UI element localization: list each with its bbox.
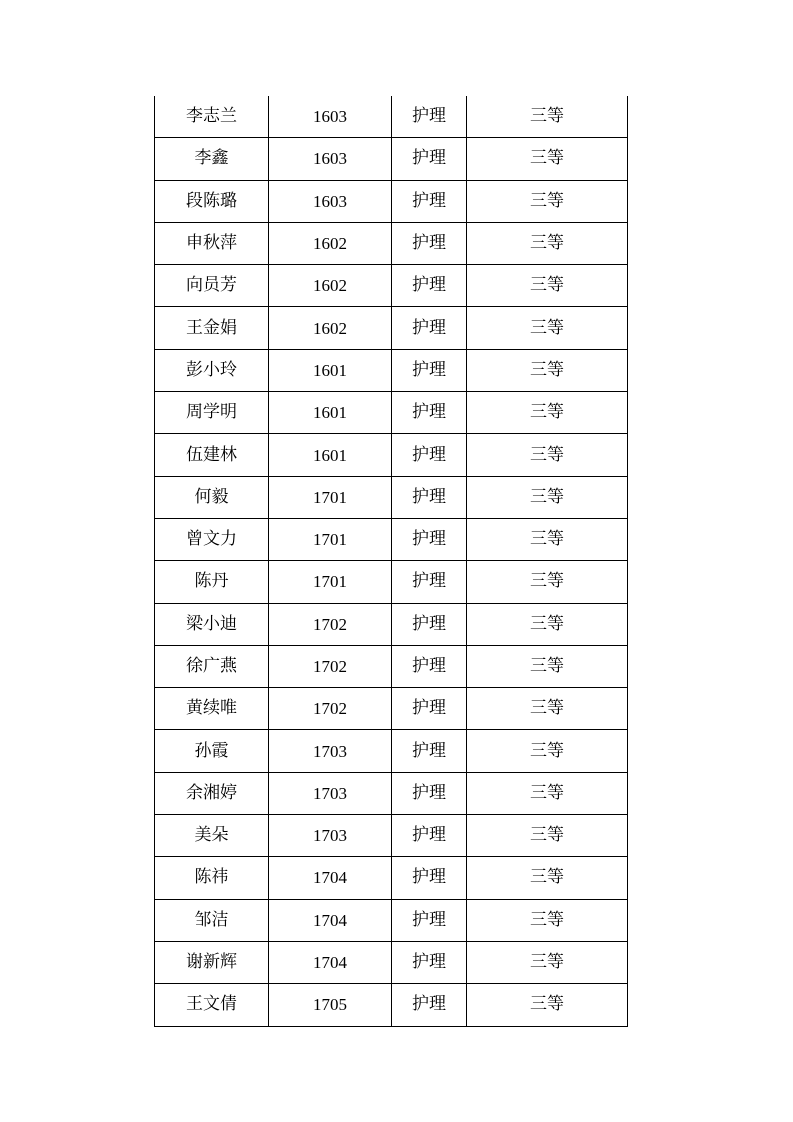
class-number-cell: 1701 bbox=[269, 518, 392, 560]
award-level-cell: 三等 bbox=[467, 899, 628, 941]
major-cell: 护理 bbox=[392, 730, 467, 772]
table-row bbox=[155, 138, 628, 180]
major-cell: 护理 bbox=[392, 222, 467, 264]
student-name-cell: 陈丹 bbox=[155, 561, 269, 603]
class-number-cell: 1703 bbox=[269, 772, 392, 814]
table-row bbox=[155, 941, 628, 983]
student-name-cell: 孙霞 bbox=[155, 730, 269, 772]
major-cell: 护理 bbox=[392, 688, 467, 730]
table-row bbox=[155, 476, 628, 518]
class-number-cell: 1603 bbox=[269, 180, 392, 222]
student-name-cell: 周学明 bbox=[155, 392, 269, 434]
class-number-cell: 1601 bbox=[269, 434, 392, 476]
table-row bbox=[155, 772, 628, 814]
table-row bbox=[155, 180, 628, 222]
award-level-cell: 三等 bbox=[467, 815, 628, 857]
table-row bbox=[155, 815, 628, 857]
class-number-cell: 1705 bbox=[269, 984, 392, 1026]
award-level-cell: 三等 bbox=[467, 561, 628, 603]
class-number-cell: 1703 bbox=[269, 730, 392, 772]
table-row bbox=[155, 730, 628, 772]
student-name-cell: 谢新辉 bbox=[155, 941, 269, 983]
student-name-cell: 曾文力 bbox=[155, 518, 269, 560]
table-row bbox=[155, 645, 628, 687]
class-number-cell: 1603 bbox=[269, 138, 392, 180]
class-number-cell: 1702 bbox=[269, 603, 392, 645]
table-row bbox=[155, 265, 628, 307]
award-table bbox=[154, 96, 628, 1027]
class-number-cell: 1701 bbox=[269, 476, 392, 518]
major-cell: 护理 bbox=[392, 265, 467, 307]
class-number-cell: 1704 bbox=[269, 857, 392, 899]
student-name-cell: 向员芳 bbox=[155, 265, 269, 307]
major-cell: 护理 bbox=[392, 857, 467, 899]
major-cell: 护理 bbox=[392, 96, 467, 138]
table-row bbox=[155, 899, 628, 941]
student-name-cell: 余湘婷 bbox=[155, 772, 269, 814]
student-name-cell: 陈祎 bbox=[155, 857, 269, 899]
student-name-cell: 王文倩 bbox=[155, 984, 269, 1026]
award-level-cell: 三等 bbox=[467, 518, 628, 560]
table-row bbox=[155, 518, 628, 560]
award-level-cell: 三等 bbox=[467, 688, 628, 730]
class-number-cell: 1703 bbox=[269, 815, 392, 857]
table-row bbox=[155, 688, 628, 730]
award-level-cell: 三等 bbox=[467, 180, 628, 222]
class-number-cell: 1704 bbox=[269, 899, 392, 941]
class-number-cell: 1601 bbox=[269, 392, 392, 434]
major-cell: 护理 bbox=[392, 941, 467, 983]
award-level-cell: 三等 bbox=[467, 307, 628, 349]
student-name-cell: 黄续唯 bbox=[155, 688, 269, 730]
table-row bbox=[155, 96, 628, 138]
class-number-cell: 1701 bbox=[269, 561, 392, 603]
table-row bbox=[155, 392, 628, 434]
student-name-cell: 伍建林 bbox=[155, 434, 269, 476]
student-name-cell: 徐广燕 bbox=[155, 645, 269, 687]
major-cell: 护理 bbox=[392, 518, 467, 560]
major-cell: 护理 bbox=[392, 392, 467, 434]
major-cell: 护理 bbox=[392, 603, 467, 645]
award-level-cell: 三等 bbox=[467, 941, 628, 983]
award-level-cell: 三等 bbox=[467, 857, 628, 899]
major-cell: 护理 bbox=[392, 307, 467, 349]
student-name-cell: 邹洁 bbox=[155, 899, 269, 941]
table-row bbox=[155, 984, 628, 1026]
table-row bbox=[155, 434, 628, 476]
table-row bbox=[155, 222, 628, 264]
award-level-cell: 三等 bbox=[467, 984, 628, 1026]
table-row bbox=[155, 603, 628, 645]
class-number-cell: 1602 bbox=[269, 222, 392, 264]
class-number-cell: 1602 bbox=[269, 307, 392, 349]
major-cell: 护理 bbox=[392, 815, 467, 857]
major-cell: 护理 bbox=[392, 984, 467, 1026]
major-cell: 护理 bbox=[392, 180, 467, 222]
table-row bbox=[155, 561, 628, 603]
student-name-cell: 何毅 bbox=[155, 476, 269, 518]
award-level-cell: 三等 bbox=[467, 392, 628, 434]
award-table-body bbox=[155, 96, 628, 1026]
student-name-cell: 李鑫 bbox=[155, 138, 269, 180]
student-name-cell: 李志兰 bbox=[155, 96, 269, 138]
major-cell: 护理 bbox=[392, 138, 467, 180]
award-list-page bbox=[154, 96, 627, 1027]
student-name-cell: 王金娟 bbox=[155, 307, 269, 349]
award-level-cell: 三等 bbox=[467, 96, 628, 138]
student-name-cell: 段陈璐 bbox=[155, 180, 269, 222]
class-number-cell: 1702 bbox=[269, 645, 392, 687]
class-number-cell: 1601 bbox=[269, 349, 392, 391]
table-row bbox=[155, 349, 628, 391]
student-name-cell: 申秋萍 bbox=[155, 222, 269, 264]
major-cell: 护理 bbox=[392, 476, 467, 518]
major-cell: 护理 bbox=[392, 349, 467, 391]
award-level-cell: 三等 bbox=[467, 476, 628, 518]
major-cell: 护理 bbox=[392, 434, 467, 476]
award-level-cell: 三等 bbox=[467, 645, 628, 687]
award-level-cell: 三等 bbox=[467, 772, 628, 814]
major-cell: 护理 bbox=[392, 645, 467, 687]
table-row bbox=[155, 857, 628, 899]
class-number-cell: 1603 bbox=[269, 96, 392, 138]
award-level-cell: 三等 bbox=[467, 603, 628, 645]
award-level-cell: 三等 bbox=[467, 730, 628, 772]
table-row bbox=[155, 307, 628, 349]
major-cell: 护理 bbox=[392, 561, 467, 603]
student-name-cell: 彭小玲 bbox=[155, 349, 269, 391]
award-level-cell: 三等 bbox=[467, 222, 628, 264]
major-cell: 护理 bbox=[392, 772, 467, 814]
student-name-cell: 梁小迪 bbox=[155, 603, 269, 645]
major-cell: 护理 bbox=[392, 899, 467, 941]
award-level-cell: 三等 bbox=[467, 265, 628, 307]
award-level-cell: 三等 bbox=[467, 138, 628, 180]
class-number-cell: 1602 bbox=[269, 265, 392, 307]
award-level-cell: 三等 bbox=[467, 434, 628, 476]
award-level-cell: 三等 bbox=[467, 349, 628, 391]
class-number-cell: 1702 bbox=[269, 688, 392, 730]
class-number-cell: 1704 bbox=[269, 941, 392, 983]
student-name-cell: 美朵 bbox=[155, 815, 269, 857]
